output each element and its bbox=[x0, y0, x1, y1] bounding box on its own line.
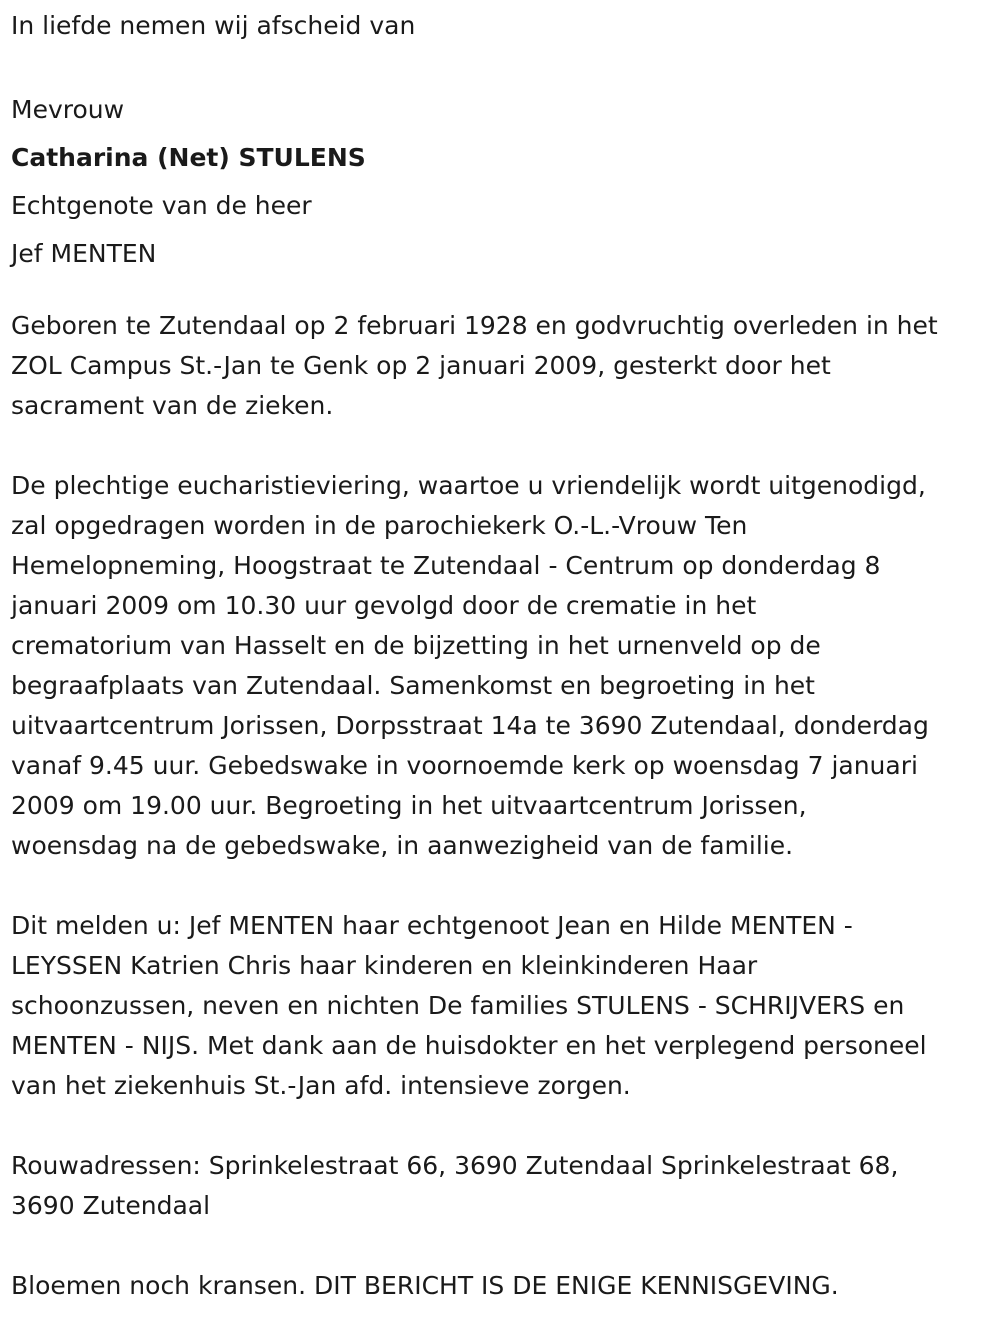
paragraph-line: 3690 Zutendaal bbox=[11, 1191, 211, 1220]
spacer bbox=[11, 278, 996, 306]
paragraph-line: begraafplaats van Zutendaal. Samenkomst en begroeting in het bbox=[11, 671, 815, 700]
paragraph-line: Dit melden u: Jef MENTEN haar echtgenoot Jean en Hilde MENTEN - bbox=[11, 911, 853, 940]
intro-line: In liefde nemen wij afscheid van bbox=[11, 11, 416, 40]
family-paragraph bbox=[11, 906, 996, 1106]
paragraph-line: Geboren te Zutendaal op 2 februari 1928 en godvruchtig overleden in het bbox=[11, 311, 938, 340]
paragraph-line: uitvaartcentrum Jorissen, Dorpsstraat 14a te 3690 Zutendaal, donderdag bbox=[11, 711, 929, 740]
paragraph-line: ZOL Campus St.-Jan te Genk op 2 januari 2009, gesterkt door het bbox=[11, 351, 831, 380]
spacer bbox=[11, 1106, 996, 1146]
paragraph-line: vanaf 9.45 uur. Gebedswake in voornoemde kerk op woensdag 7 januari bbox=[11, 751, 918, 780]
paragraph-line: 2009 om 19.00 uur. Begroeting in het uitvaartcentrum Jorissen, bbox=[11, 791, 807, 820]
spacer bbox=[11, 866, 996, 906]
paragraph-line: schoonzussen, neven en nichten De families STULENS - SCHRIJVERS en bbox=[11, 991, 905, 1020]
deceased-name: Catharina (Net) STULENS bbox=[11, 143, 366, 172]
salutation: Mevrouw bbox=[11, 95, 125, 124]
ceremony-paragraph bbox=[11, 466, 996, 866]
paragraph-line: van het ziekenhuis St.-Jan afd. intensieve zorgen. bbox=[11, 1071, 631, 1100]
paragraph-line: januari 2009 om 10.30 uur gevolgd door de crematie in het bbox=[11, 591, 757, 620]
birth-death-paragraph bbox=[11, 306, 996, 426]
spacer bbox=[11, 426, 996, 466]
closing-line: Bloemen noch kransen. DIT BERICHT IS DE ENIGE KENNISGEVING. bbox=[11, 1271, 839, 1300]
paragraph-line: LEYSSEN Katrien Chris haar kinderen en kleinkinderen Haar bbox=[11, 951, 758, 980]
spacer bbox=[11, 46, 996, 86]
paragraph-line: woensdag na de gebedswake, in aanwezigheid van de familie. bbox=[11, 831, 794, 860]
name-block bbox=[11, 86, 996, 278]
obituary-notice bbox=[11, 6, 996, 1306]
paragraph-line: Rouwadressen: Sprinkelestraat 66, 3690 Zutendaal Sprinkelestraat 68, bbox=[11, 1151, 899, 1180]
addresses-paragraph bbox=[11, 1146, 996, 1226]
paragraph-line: Hemelopneming, Hoogstraat te Zutendaal - Centrum op donderdag 8 bbox=[11, 551, 881, 580]
paragraph-line: crematorium van Hasselt en de bijzetting in het urnenveld op de bbox=[11, 631, 821, 660]
paragraph-line: sacrament van de zieken. bbox=[11, 391, 334, 420]
paragraph-line: De plechtige eucharistieviering, waartoe u vriendelijk wordt uitgenodigd, bbox=[11, 471, 926, 500]
paragraph-line: zal opgedragen worden in de parochiekerk O.-L.-Vrouw Ten bbox=[11, 511, 748, 540]
paragraph-line: MENTEN - NIJS. Met dank aan de huisdokter en het verplegend personeel bbox=[11, 1031, 927, 1060]
spacer bbox=[11, 1226, 996, 1266]
relation-line: Echtgenote van de heer bbox=[11, 191, 312, 220]
spouse-name: Jef MENTEN bbox=[11, 239, 157, 268]
